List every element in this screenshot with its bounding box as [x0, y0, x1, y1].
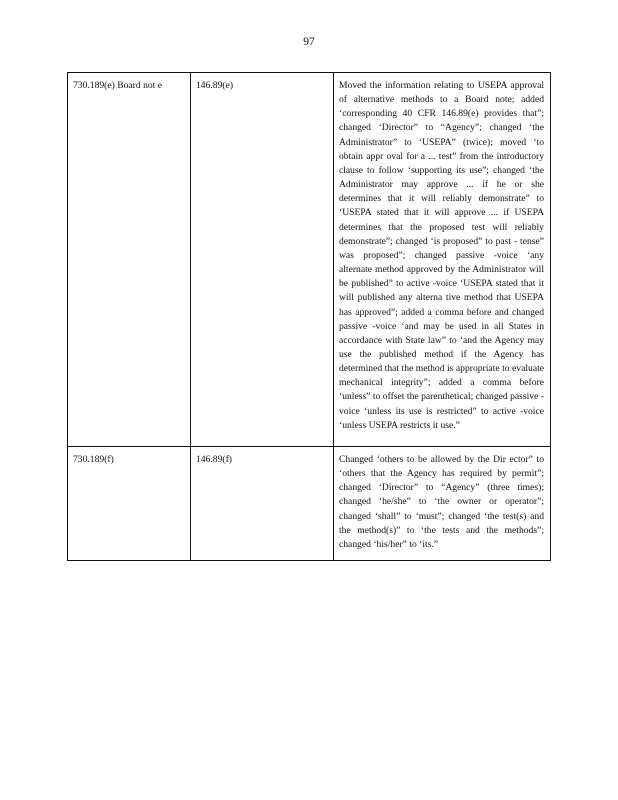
note-cell: Changed ‘others to be allowed by the Dir ector” to ‘others that the Agency has required by permit”; changed ‘Director” to “Agency” (three times); changed ‘he/she” to ‘the owner or operator”; changed ‘shall” to ‘must”; changed ‘the test(s) and the method(s)” to ‘the tests and the methods”; changed ‘his/her” to ‘its.”: [334, 446, 551, 560]
section-cell: 730.189(e) Board not e: [68, 73, 191, 447]
page-number: 97: [303, 36, 315, 48]
table-row: [68, 446, 551, 560]
table-row: [68, 73, 551, 447]
note-cell: Moved the information relating to USEPA approval of alternative methods to a Board note; added ‘corresponding 40 CFR 146.89(e) provides that”; changed ‘Director” to “Agency”; changed ‘the Administrator” to ‘USEPA” (twice); moved ‘to obtain appr oval for a ... test” from the introductory clause to follow ‘supporting its use”; changed ‘the Administrator may approve ... if he or she determines that it will reliably demonstrate” to ‘USEPA stated that it will approve ... if USEPA determines that the proposed test will reliably demonstrate”; changed ‘is proposed” to past - tense” was proposed”; changed passive -voice ‘any alternate method approved by the Administrator will be published” to active -voice ‘USEPA stated that it will published any alterna tive method that USEPA has approved”; added a comma before and changed passive -voice ‘and may be used in all States in accordance with State law” to ‘and the Agency may use the published method if the Agency has determined that the method is appropriate to evaluate mechanical integrity”; added a comma before ‘unless” to offset the parenthetical; changed passive -voice ‘unless its use is restricted” to active -voice ‘unless USEPA restricts it use.”: [334, 73, 551, 447]
comparison-table: [67, 72, 551, 561]
source-cell: 146.89(f): [191, 446, 334, 560]
source-cell: 146.89(e): [191, 73, 334, 447]
section-cell: 730.189(f): [68, 446, 191, 560]
